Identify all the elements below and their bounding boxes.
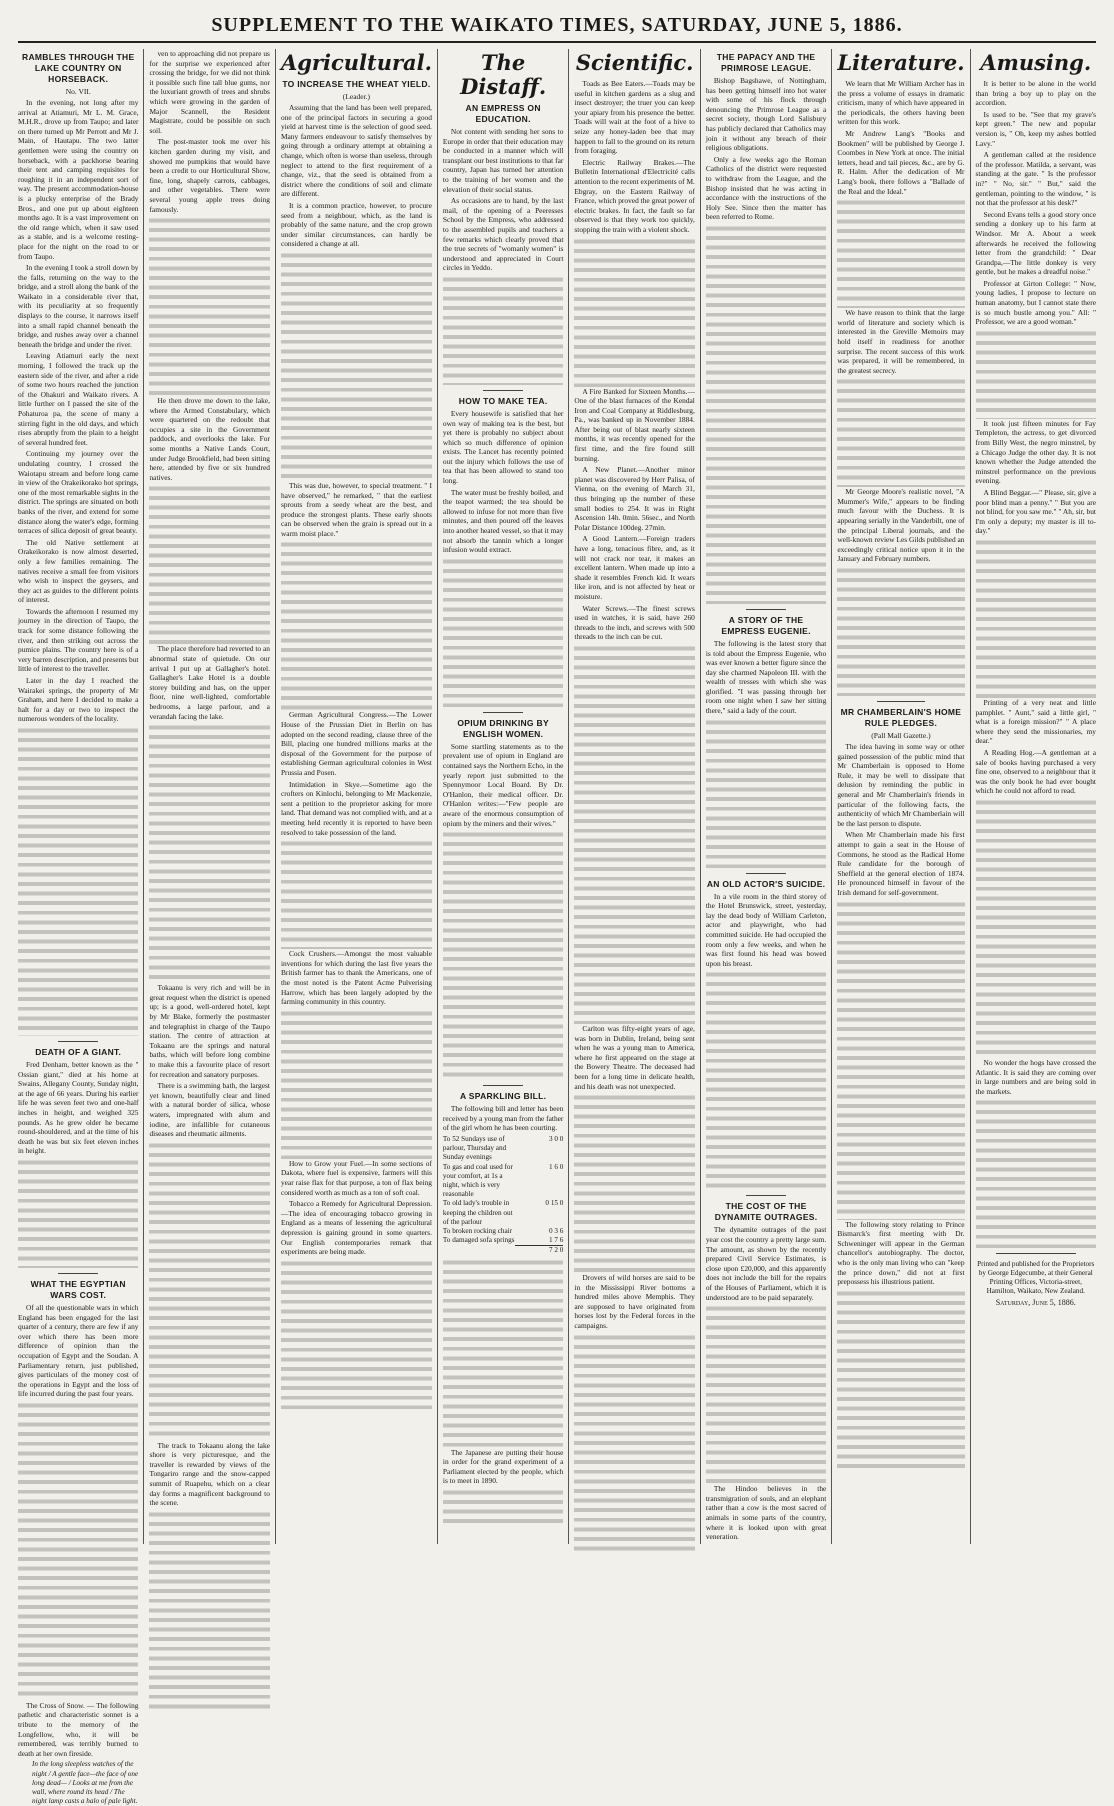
paragraph: As occasions are to hand, by the last mail, of the opening of a Peeresses School by the Empress, who addressed to the assembled pupils and teachers a few remarks which clearly proved that the true secrets of "womanly women" is understood and appreciated in Court circles in Yeddo. [442, 196, 564, 273]
text-block [976, 1098, 1096, 1248]
paragraph: Only a few weeks ago the Roman Catholics of the district were requested to withdraw from the League, and the Bishop insisted that he was acting in accordance with the instructions of the Holy See. Since then the matter has been referred to Rome. [705, 154, 827, 222]
paragraph: The old Native settlement at Orakeikorako is now almost deserted, only a few families remaining. The natives receive a small fee from visitors who wish to inspect the geysers, and they act as guides to the different points of interest. [18, 537, 139, 605]
paragraph: Professor at Girton College: " Now, young ladies, I propose to lecture on human anatomy, but I cannot state there is so much bustle among you." All: " Professor, we are a good woman." [975, 278, 1096, 327]
section-heading-amusing: Amusing. [980, 50, 1092, 75]
paragraph: Of all the questionable wars in which England has been engaged for the last quarter of a century, there are few if any over which there has been more difference of opinion than the occupation of Egypt and the Soudan. A Parliamentary return, just published, gives particulars of the money cost of the operations in Egypt and the loss of life incurred during the past four years. [18, 1302, 139, 1399]
column-8 [970, 49, 1096, 1544]
paragraph: Towards the afternoon I resumed my journey in the direction of Taupo, the track for some distance following the river, and then striking out across the pumice plains. The country here is of a very barren description, and presents but little of interest to the traveller. [18, 606, 139, 674]
text-block [149, 723, 269, 983]
text-block [18, 1158, 138, 1268]
paragraph: A Fire Banked for Sixteen Months.—One of the blast furnaces of the Kendal Iron and Coal Company at Riddlesburg, Pa., was banked up in November 1884. After being out of blast nearly sixteen months, it was recently opened for the first time, and the fire found still burning. [574, 386, 695, 463]
paragraph: Toads as Bee Eaters.—Toads may be useful in kitchen gardens as a slug and insect destroyer; the truer you can keep your apiary from his presence the better. Toads will wait at the foot of a hive to seize any honey-laden bee that may happen to fall to the ground on its return from foraging. [574, 79, 695, 156]
paragraph: Every housewife is satisfied that her own way of making tea is the best, but yet there is probably no subject about which so much difference of opinion exists. The Lancet has recently pointed out the injury which follows the use of tea that has been allowed to stand too long. [442, 408, 564, 486]
text-block [443, 1488, 563, 1528]
paragraph: Drovers of wild horses are said to be in the Mississippi River bottoms a hundred miles above Memphis. They are supposed to have originated from horses lost by the Federal forces in the campaigns. [574, 1273, 695, 1331]
text-block [574, 237, 694, 387]
text-block [281, 839, 432, 949]
paragraph: Fred Denham, better known as the " Ossian giant," died at his home at Swains, Allegany County, Sunday night, at the age of 66 years. During his earlier life he was seven feet two and one-half inches in height, and weighed 325 pounds. As he grew older he became round-shouldered, and at the time of his death he was but six feet eleven inches in height. [18, 1060, 139, 1156]
divider [746, 873, 786, 874]
paragraph: A Good Lantern.—Foreign traders have a long, tenacious fibre, and, as it will not crack nor tear, it makes an excellent lantern. When made up into a shade it resembles French kid. It wears like iron, and is not affected by heat or moisture. [574, 534, 695, 601]
column-4 [437, 49, 568, 1544]
paragraph: A gentleman called at the residence of the professor. Matilda, a servant, was standing at the gate. " Is the professor in?" " No, sir." " But," said the gentleman, pointing to the window, " is not that the professor at his desk?" [975, 150, 1096, 208]
paragraph: No wonder the hogs have crossed the Atlantic. It is said they are coming over in large numbers and are being sold in the markets. [975, 1057, 1096, 1096]
paragraph: Tobacco a Remedy for Agricultural Depression.—The idea of encouraging tobacco growing in England as a means of lessening the agricultural depression is gaining ground in some quarters. Our English contemporaries remark that experiments are being made. [280, 1199, 432, 1257]
paragraph: How to Grow your Fuel.—In some sections of Dakota, where fuel is expensive, farmers will this year raise flax for that purpose, a ton of flax being considered worth as much as a ton of soft coal. [280, 1158, 432, 1197]
column-2 [143, 49, 274, 1544]
bill-amount: 1 7 6 [549, 1236, 564, 1245]
section-heading-scientific: Scientific. [575, 50, 694, 75]
bill-item: To gas and coal used for your comfort, at 1s a night, which is very reasonable [442, 1162, 513, 1199]
divider [483, 712, 523, 713]
bill-total: 7 2 0 [515, 1246, 563, 1256]
paragraph: He then drove me down to the lake, where the Armed Constabulary, which were quartered on the redoubt that occupies a site in the Government paddock, and overlooks the lake. For some months a Native Lands Court, under Judge Brookfield, had been sitting here, attended by five or six hundred natives. [149, 396, 270, 482]
text-block [149, 1510, 269, 1710]
paragraph: Electric Railway Brakes.—The Bulletin International d'Electricité calls attention to the recent experiments of M. Ebgray, on the Eastern Railway of France, which proved the great power of electric brakes. In fact, the fault so far observed is that they work too quickly, stopping the train with a violent shock. [574, 157, 695, 234]
text-block [281, 1009, 432, 1159]
paragraph: Continuing my journey over the undulating country, I crossed the Waiotapu stream and before long came in view of the Orakeikorako hot springs, one of the most remarkable sights in the district. The springs are situated on both banks of the river, and extend for some distance along the water's edge, forming terraces of silica deposit of great beauty. [18, 449, 139, 536]
column-6 [700, 49, 831, 1544]
bill-total-row [443, 1246, 563, 1256]
article-subtitle: (Leader.) [342, 92, 371, 101]
text-block [18, 1401, 138, 1701]
text-block [976, 329, 1096, 419]
paragraph: This was due, however, to special treatment. " I have observed," he remarked, " that the earliest sprouts from a seedy wheat are the best, and produce the strongest plants. These early shoots can be observed when the grain is spread out in a warm moist place." [280, 480, 432, 538]
bill-row [443, 1236, 563, 1246]
paragraph: Not content with sending her sons to Europe in order that their education may be conducted in a manner which will transplant our best institutions to that far country, Japan has turned her attention to the training of her women and the elevation of their social status. [442, 127, 564, 194]
paragraph: The Cross of Snow. — The following pathetic and characteristic sonnet is a tribute to the memory of the Longfellow, who, it will be remembered, was terribly burned to death at her own fireside. [18, 1700, 139, 1758]
paragraph: Some startling statements as to the prevalent use of opium in England are contained says the Northern Echo, in the yearly report just submitted to the Spennymoor Local Board. By Dr. O'Hanlon, their medical officer. Dr. O'Hanlon writes:—"Few people are aware of the enormous consumption of opium by the miners and their wives." [442, 741, 564, 828]
article-title-chamberlain: MR CHAMBERLAIN'S HOME RULE PLEDGES. [840, 707, 962, 729]
article-title-dynamite: THE COST OF THE DYNAMITE OUTRAGES. [714, 1201, 818, 1223]
article-title-giant: DEATH OF A GIANT. [35, 1047, 122, 1057]
divider [483, 390, 523, 391]
column-3 [275, 49, 437, 1544]
text-block [281, 1259, 432, 1409]
paragraph: The track to Tokaanu along the lake shore is very picturesque, and the traveller is rewarded by views of the Tongariro range and the snow-capped summit of Ruapehu, which on a clear day forms a magnificent background to the scene. [149, 1440, 270, 1508]
paragraph: Second Evans tells a good story once sending a donkey up to his farm at Windsor. Mr A. About a week afterwards he received the following letter from the grandchild: " Dear Grandpa,—The little donkey is very gentle, but he makes a dreadful noise." [975, 209, 1096, 277]
paragraph: The place therefore had reverted to an abnormal state of quietude. On our arrival I put up at Gallagher's hotel. Gallagher's Lake Hotel is a double storey building and has, on the upper floor, nine well-lighted, comfortable bedrooms, a large parlour, and a verandah facing the lake. [149, 644, 270, 721]
text-block [837, 566, 964, 696]
divider [877, 701, 924, 702]
column-5 [568, 49, 699, 1544]
text-block [281, 540, 432, 710]
text-block [976, 538, 1096, 698]
divider [58, 1273, 98, 1274]
article-title-opium: OPIUM DRINKING BY ENGLISH WOMEN. [457, 717, 549, 739]
article-title-rambles: RAMBLES THROUGH THE LAKE COUNTRY ON HORSEBACK. [22, 52, 135, 84]
paragraph: In a vile room in the third storey of the Hotel Brunswick, street, yesterday, lay the dead body of William Carleton, actor and playwright, who had committed suicide. He had occupied the room only a few weeks, and when he was first found his head was bowed upon his breast. [705, 891, 827, 968]
article-title-tea: HOW TO MAKE TEA. [458, 395, 548, 406]
paragraph: It is a common practice, however, to procure seed from a neighbour, which, as the land is probably of the same nature, and the crop grown under similar circumstances, can hardly be considered a change at all. [280, 200, 432, 249]
paragraph: Cock Crushers.—Amongst the most valuable inventions for which during the last five years the British farmer has to thank the Americans, one of the most noted is the Patent Acme Pulverising Harrow, which has been largely adopted by the farming community in this country. [280, 949, 432, 1007]
section-heading-agricultural: Agricultural. [280, 50, 432, 75]
paragraph: We learn that Mr William Archer has in the press a volume of essays in dramatic criticism, many of which have appeared in the periodicals, the others having been written for this work. [837, 79, 965, 127]
paragraph: The idea having in some way or other gained possession of the public mind that Mr Chamberlain is opposed to Home Rule, it may be well to dissipate that delusion by reminding the public in general and Mr Chamberlain's friends in particular of the following facts, the authenticity of which Mr Chamberlain will be the last person to dispute. [837, 742, 965, 828]
bill-amount: 0 3 6 [549, 1226, 564, 1235]
paragraph: The following story relating to Prince Bismarck's first meeting with Dr. Schweninger will appear in the German chancellor's autobiography. The doctor, who is the only man living who can "keep the prince down," did not at first prepossess his illustrious patient. [837, 1219, 965, 1287]
divider [996, 1253, 1076, 1254]
paragraph: There is a swimming bath, the largest yet known, beautifully clear and lined with a natural border of silica, whose waters, impregnated with alum and iodine, are infallible for cutaneous diseases and rheumatic ailments. [149, 1081, 270, 1139]
paragraph: When Mr Chamberlain made his first attempt to gain a seat in the House of Commons, he stood as the Radical Home Rule candidate for the borough of Sheffield at the general election of 1874. He pronounced himself in favour of the Irish demand for self-government. [837, 830, 965, 897]
bill-row [443, 1199, 563, 1227]
text-block [574, 1333, 694, 1553]
text-block [149, 1141, 269, 1441]
paragraph: We have reason to think that the large world of literature and society which is interested in the Greville Memoirs may hold itself in readiness for another surprise. The recent success of this work was prepared, it will be remembered, in the greatest secrecy. [837, 308, 965, 375]
paragraph: Carlton was fifty-eight years of age, was born in Dublin, Ireland, being sent when he was a young man to America, where he first appeared on the stage at the Bowery Theatre. The deceased had been for a long time in delicate health, and his death was not unexpected. [574, 1023, 695, 1091]
imprint: Printed and published for the Proprietors by George Edgecumbe, at their General Printing Offices, Victoria-street, Hamilton, Waikato, New Zealand. [977, 1260, 1095, 1296]
text-block [706, 970, 826, 1190]
masthead: SUPPLEMENT TO THE WAIKATO TIMES, SATURDAY, JUNE 5, 1886. [18, 14, 1096, 43]
paragraph: A New Planet.—Another minor planet was discovered by Herr Palisa, of Vienna, on the evening of March 31, thus bringing up the number of these small bodies to 254. It was in Right Ascension 14h. 0min. 56sec., and North Polar Distance 100deg. 27min. [574, 465, 695, 532]
text-block [837, 1289, 964, 1469]
divider [746, 609, 786, 610]
paragraph: The Hindoo believes in the transmigration of souls, and an elephant rather than a cow is the most sacred of animals in some parts of the country, where it is looked upon with great veneration. [705, 1484, 827, 1542]
bill-amount: 1 6 0 [549, 1162, 564, 1171]
paragraph: Mr Andrew Lang's "Books and Bookmen" will be published by George J. Coombes in New York at once. The initial letters, head and tail pieces, &c., are by G. R. Halm. After the dedication of Mr Lang's book, there follows a "Ballade of the Real and the Ideal." [837, 128, 965, 196]
text-block [149, 216, 269, 396]
divider [58, 1041, 98, 1042]
paragraph: In the evening, not long after my arrival at Atiamuri, Mr L. M. Grace, M.H.R., drove up from Taupo; and later on there turned up Mr Perrott and Mr J. Main, of Hautapu. The two latter gentlemen were using the country on horseback, with a packhorse bearing their tent and camping requisites for roughing it in an independent sort of way. The present accommodation-house is a plucky enterprise of the Brady Bros., and one put up about eighteen months ago. It is a vast improvement on the old range which, when it saw used as a stable, and is a welcome resting-place for the night on the road to or from Taupo. [18, 98, 139, 261]
column-1 [18, 49, 143, 1806]
columns [18, 49, 1096, 1806]
article-title-eugenie: A STORY OF THE EMPRESS EUGENIE. [721, 614, 811, 636]
paragraph: Later in the day I reached the Wairakei springs, the property of Mr Graham, and here I decided to make a halt for a day or two to inspect the numerous wonders of the locality. [18, 676, 139, 724]
bill-item: To damaged sofa springs [442, 1236, 515, 1245]
text-block [837, 900, 964, 1220]
paragraph: It took just fifteen minutes for Fay Templeton, the actress, to get divorced from Billy West, the negro minstrel, by a Chicago Judge the other day. It is not known whether the Judge attended the minstrel performance on the previous evening. [975, 418, 1096, 486]
divider [483, 1085, 523, 1086]
paragraph: The following bill and letter has been received by a young man from the father of the girl whom he has been courting. [442, 1104, 564, 1133]
paragraph: It is better to be alone in the world than bring a boy up to play on the accordion. [975, 79, 1096, 108]
text-block [837, 198, 964, 308]
paragraph: The dynamite outrages of the past year cost the country a pretty large sum. The amount, as shown by the recently prepared Civil Service Estimates, is close upon £20,000, and this apparently does not include the bill for the repairs of the Houses of Parliament, which it is understood are to be paid separately. [705, 1225, 827, 1302]
article-title-sparkling-bill: A SPARKLING BILL. [459, 1091, 547, 1102]
article-subtitle: (Pall Mall Gazette.) [871, 731, 931, 741]
poem: In the long sleepless watches of the night / A gentle face—the face of one long dead— / Looks at me from the wall, where round its head / The night lamp casts a halo of pale light. [32, 1760, 139, 1806]
paragraph: A Reading Hog.—A gentleman at a sale of books having purchased a very fine one, observed to a neighbour that it was the only book he had ever bought which he could not afford to read. [975, 747, 1096, 796]
paragraph: Leaving Atiamuri early the next morning, I followed the track up the eastern side of the river, and after a ride of some two hours reached the junction of the Ohakuri and Waikato rivers. A little further on I passed the site of the Pohaturoa pa, the scene of many a stirring fight in the old days, and which rises abruptly from the plain to a height of several hundred feet. [18, 351, 139, 447]
text-block [281, 251, 432, 481]
divider [746, 1195, 786, 1196]
article-title-actor-suicide: AN OLD ACTOR'S SUICIDE. [706, 878, 826, 889]
section-heading-distaff: The Distaff. [460, 50, 547, 99]
paragraph: The post-master took me over his kitchen garden during my visit, and showed me pumpkins that would have been a credit to our Horticultural Show, fine, long, shapely carrots, cabbages, and other vegetables. There were several young apple trees doing famously. [149, 137, 270, 214]
paragraph: Tokaanu is very rich and will be in great request when the district is opened up; is a good, well-ordered hotel, kept by Mr Blake, formerly the postmaster and telegraphist in charge of the Taupo station. The centre of attraction at Tokaanu are the springs and natural baths, which will before long combine to make this a favourite place of resort for recreation and sanatory purposes. [149, 983, 270, 1079]
article-title-empress-education: AN EMPRESS ON EDUCATION. [465, 103, 541, 124]
article-title-papacy: THE PAPACY AND THE PRIMROSE LEAGUE. [716, 52, 816, 73]
text-block [976, 798, 1096, 1058]
column-7 [831, 49, 969, 1544]
paragraph: The water must be freshly boiled, and the teapot warmed; the tea should be allowed to infuse for not more than five minutes, and then poured off the leaves into another heated vessel, so that it may not absorb the tannin which a longer infusion would extract. [442, 487, 564, 555]
text-block [574, 644, 694, 1024]
paragraph: Printing of a very neat and little pamphlet. " Aunt," said a little girl, " what is a foreign mission?" " A place where they send the missionaries, my dear." [975, 697, 1096, 746]
text-block [443, 830, 563, 1080]
bill-item: To broken rocking chair [442, 1226, 513, 1235]
paragraph: In the evening I took a stroll down by the falls, returning on the way to the bridge, and a stroll along the bank of the Waikato in a considerable river that, with its peculiarity at so frequently displays to the course, it narrows itself into a small rapid channel beneath the bridge, and rushes away over a channel beneath the bridge and under the river. [18, 263, 139, 349]
paragraph: Intimidation in Skye.—Sometime ago the crofters on Kinlochi, belonging to Mr Mackenzie, sent a petition to the proprietor asking for more land. That demand was not complied with, and at a meeting held recently it is reported to have been resolved to take possession of the land. [280, 779, 432, 837]
article-title-egyptian-wars: WHAT THE EGYPTIAN WARS COST. [30, 1278, 126, 1300]
bill-row [443, 1227, 563, 1236]
paragraph: The Japanese are putting their house in order for the grand experiment of a Parliament elected by the people, which is to meet in 1890. [442, 1447, 564, 1486]
text-block [149, 484, 269, 644]
bill-amount: 3 0 0 [549, 1134, 564, 1143]
text-block [706, 224, 826, 604]
paragraph: Assuming that the land has been well prepared, one of the principal factors in securing a good yield at harvest time is the selection of good seed. Many farmers endeavour to satisfy themselves by going through a ordinary attempt at obtaining a change, which often is worse than useless, through neglect to attend to the first requirement of a change, viz., that the seed is obtained from a district where the conditions of soil and climate are different. [280, 103, 432, 199]
text-block [706, 1304, 826, 1484]
article-subtitle: No. VII. [65, 87, 91, 96]
paragraph: ven to approaching did not prepare us for the surprise we experienced after crossing the bridge, for we did not think it possible such fine tall blue gums, nor the luxuriant growth of trees and shrubs which were growing in the garden of Major Scannell, the Resident Magistrate, could be possible on such soil. [149, 49, 270, 135]
paragraph: Is used to be. "See that my grave's kept green." The new and popular version is, " Oh, keep my ashes bottled Lavy." [975, 109, 1096, 148]
text-block [443, 275, 563, 385]
text-block [706, 718, 826, 868]
text-block [574, 1093, 694, 1273]
paragraph: Water Screws.—The finest screws used in watches, it is said, have 260 threads to the inch, and screws with 500 threads to the inch can be cut. [574, 603, 695, 642]
paragraph: German Agricultural Congress.—The Lower House of the Prussian Diet in Berlin on has adopted on the second reading, clause three of the Bill, placing one hundred millions marks at the disposal of the Government for the purpose of establishing German agricultural colonies in West Prussia and Posen. [280, 710, 432, 778]
bill-row [443, 1135, 563, 1163]
paragraph: Mr George Moore's realistic novel, "A Mummer's Wife," appears to be finding much favour with the Duchess. It is appearing serially in the Vanderbilt, one of the principal Liberal journals, and the well-known review Les Gilds published an exceedingly critical notice upon it in the January and February numbers. [837, 487, 965, 564]
paragraph: The following is the latest story that is told about the Empress Eugenie, who was ever known a better figure since the day she charmed Napoleon III. with the wealth of tresses with which she was glorified. "I was passing through her room one night when I saw her sitting there," said a lady of the court. [705, 638, 827, 716]
bill-item: To old lady's trouble in keeping the children out of the parlour [442, 1199, 513, 1226]
date-line: Saturday, June 5, 1886. [995, 1298, 1076, 1308]
section-heading-literature: Literature. [837, 50, 965, 75]
article-title-wheat: TO INCREASE THE WHEAT YIELD. [282, 79, 431, 89]
paragraph: A Blind Beggar.—" Please, sir, give a poor blind man a penny." " But you are not blind, for you saw me." " Ah, sir, but I'm only a deputy; my master is ill to-day." [975, 488, 1096, 536]
bill-row [443, 1163, 563, 1200]
text-block [443, 557, 563, 707]
text-block [837, 377, 964, 487]
bill-item: To 52 Sundays use of parlour, Thursday and Sunday evenings [442, 1134, 507, 1162]
text-block [443, 1258, 563, 1448]
bill-table [443, 1135, 563, 1256]
bill-amount: 0 15 0 [545, 1199, 564, 1208]
text-block [18, 726, 138, 1036]
paragraph: Bishop Bagshawe, of Nottingham, has been getting himself into hot water with some of his flock through denouncing the Primrose League as a secret society, though Lord Salisbury has publicly declared that Catholics may join it without any breach of their religious obligations. [705, 76, 827, 153]
